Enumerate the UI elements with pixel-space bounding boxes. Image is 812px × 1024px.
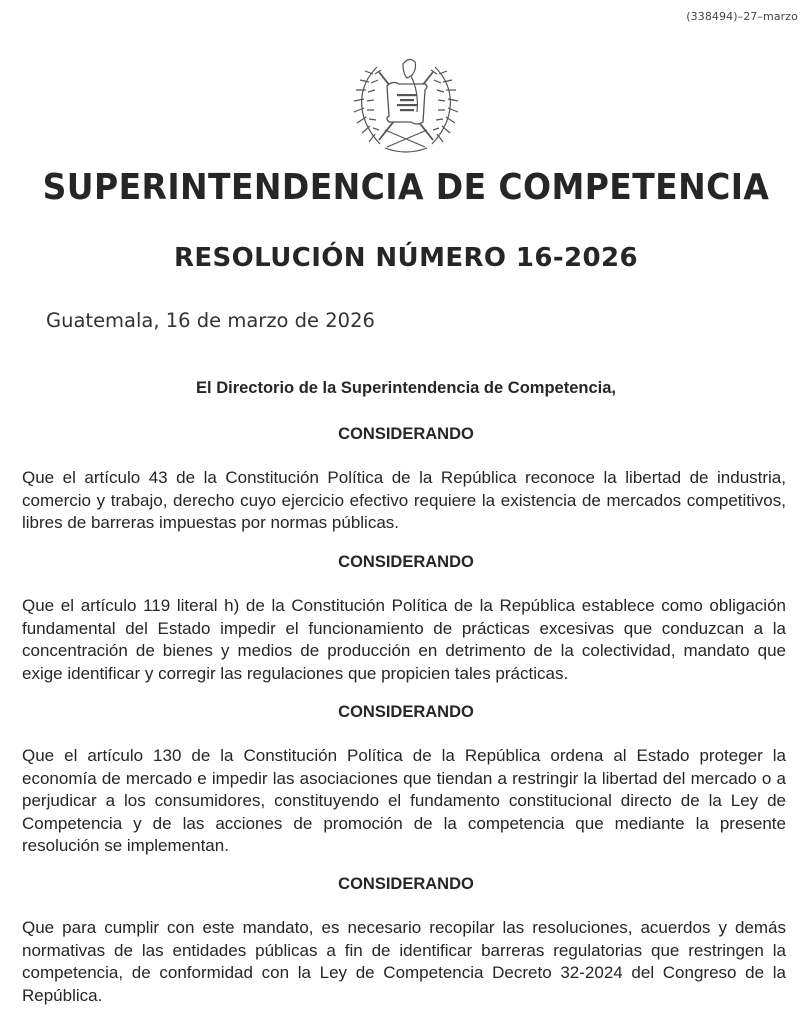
considerando-heading-4: CONSIDERANDO	[338, 875, 474, 893]
considerando-paragraph-3: Que el artículo 130 de la Constitución Política de la República ordena al Estado proteger la economía de mercado e impedir las asociaciones que tiendan a restringir la libertad del mercado o a perjudicar a los consumidores, constituyendo el fundamento constitucional directo de la Ley de Competencia y de las acciones de promoción de la competencia que mediante la presente resolución se implementan.	[22, 746, 786, 855]
considerando-heading-1: CONSIDERANDO	[338, 425, 474, 443]
considerando-heading-3: CONSIDERANDO	[338, 703, 474, 721]
considerando-heading-2: CONSIDERANDO	[338, 553, 474, 571]
date-line: Guatemala, 16 de marzo de 2026	[46, 309, 375, 332]
institution-title: SUPERINTENDENCIA DE COMPETENCIA	[42, 165, 770, 208]
reference-code: (338494)–27–marzo	[686, 10, 798, 23]
considerando-paragraph-4: Que para cumplir con este mandato, es necesario recopilar las resoluciones, acuerdos y demás normativas de las entidades públicas a fin de identificar barreras regulatorias que restringen la competencia, de conformidad con la Ley de Competencia Decreto 32-2024 del Congreso de la República.	[22, 918, 786, 1005]
coat-of-arms-icon	[345, 52, 467, 157]
opening-statement: El Directorio de la Superintendencia de Competencia,	[196, 379, 616, 397]
considerando-paragraph-2: Que el artículo 119 literal h) de la Constitución Política de la República establece como obligación fundamental del Estado impedir el funcionamiento de prácticas excesivas que conduzcan a la concentración de bienes y medios de producción en detrimento de la colectividad, mandato que exige identificar y corregir las regulaciones que propicien tales prácticas.	[22, 596, 786, 683]
considerando-paragraph-1: Que el artículo 43 de la Constitución Política de la República reconoce la libertad de industria, comercio y trabajo, derecho cuyo ejercicio efectivo requiere la existencia de mercados competitivos, libres de barreras impuestas por normas públicas.	[22, 468, 786, 532]
resolution-title: RESOLUCIÓN NÚMERO 16-2026	[173, 243, 639, 273]
